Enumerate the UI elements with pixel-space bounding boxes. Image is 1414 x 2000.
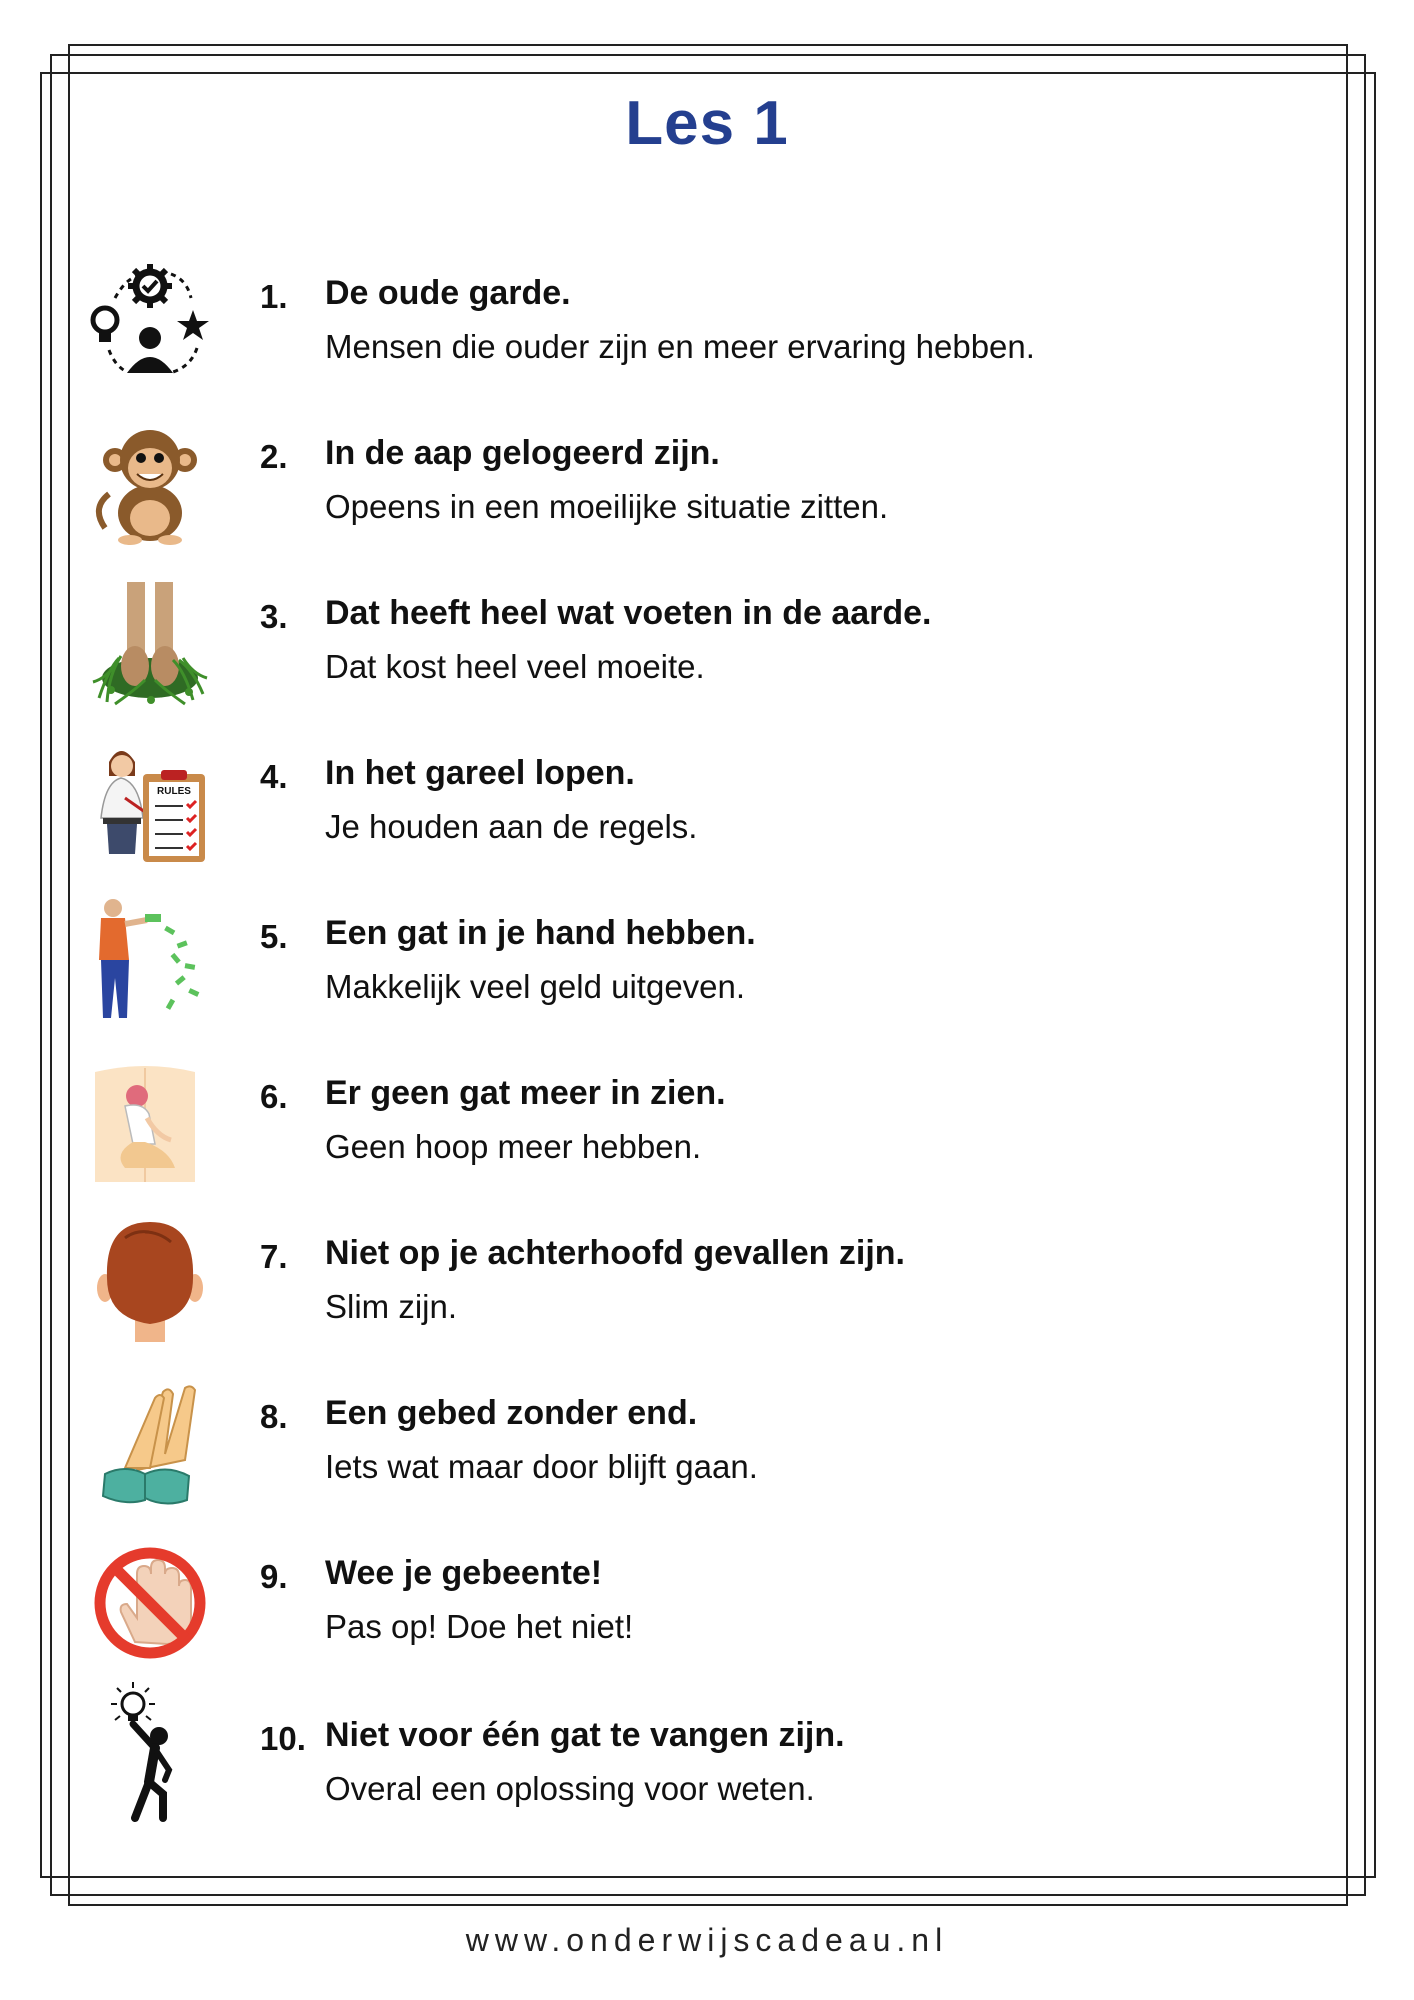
- list-item: [85, 418, 1285, 558]
- item-phrase: Een gat in je hand hebben.: [325, 914, 756, 952]
- back-of-head-icon: [85, 1218, 215, 1348]
- list-item: [85, 258, 1285, 398]
- item-meaning: Overal een oplossing voor weten.: [325, 1770, 815, 1807]
- monkey-icon: [85, 418, 215, 548]
- svg-text:RULES: RULES: [157, 786, 191, 797]
- item-number: 6.: [260, 1078, 288, 1115]
- footer-website: www.onderwijscadeau.nl: [465, 1922, 949, 1958]
- item-meaning: Makkelijk veel geld uitgeven.: [325, 968, 746, 1005]
- item-phrase: Er geen gat meer in zien.: [325, 1074, 726, 1112]
- item-phrase: Niet voor één gat te vangen zijn.: [325, 1716, 845, 1754]
- despair-icon: [85, 1058, 215, 1188]
- item-number: 2.: [260, 438, 288, 475]
- item-meaning: Opeens in een moeilijke situatie zitten.: [325, 488, 889, 525]
- item-meaning: Iets wat maar door blijft gaan.: [325, 1448, 758, 1485]
- item-phrase: De oude garde.: [325, 274, 571, 312]
- item-meaning: Slim zijn.: [325, 1288, 458, 1325]
- item-number: 8.: [260, 1398, 288, 1435]
- list-item: [85, 738, 1285, 878]
- item-meaning: Geen hoop meer hebben.: [325, 1128, 702, 1165]
- item-meaning: Pas op! Doe het niet!: [325, 1608, 634, 1645]
- list-item: [85, 578, 1285, 718]
- item-number: 10.: [260, 1720, 306, 1757]
- money-spending-icon: [85, 898, 215, 1028]
- item-number: 9.: [260, 1558, 288, 1595]
- feet-in-grass-icon: [85, 578, 215, 708]
- rules-clipboard-icon: [85, 738, 215, 868]
- page-title: Les 1: [625, 89, 789, 158]
- item-number: 5.: [260, 918, 288, 955]
- praying-hands-icon: [85, 1378, 215, 1508]
- item-phrase: Een gebed zonder end.: [325, 1394, 698, 1432]
- item-phrase: Wee je gebeente!: [325, 1554, 603, 1592]
- item-phrase: Dat heeft heel wat voeten in de aarde.: [325, 594, 932, 632]
- item-number: 7.: [260, 1238, 288, 1275]
- list-item: [85, 1378, 1285, 1518]
- stop-hand-icon: [85, 1538, 215, 1668]
- item-number: 4.: [260, 758, 288, 795]
- list-item: [85, 1700, 1285, 1840]
- item-phrase: In het gareel lopen.: [325, 754, 635, 792]
- item-phrase: In de aap gelogeerd zijn.: [325, 434, 720, 472]
- list-item: [85, 1058, 1285, 1198]
- item-meaning: Je houden aan de regels.: [325, 808, 698, 845]
- list-item: [85, 1218, 1285, 1358]
- item-number: 1.: [260, 278, 288, 315]
- experience-icon: [85, 258, 215, 388]
- item-meaning: Mensen die ouder zijn en meer ervaring hebben.: [325, 328, 1035, 365]
- idea-person-icon: [85, 1678, 215, 1828]
- list-item: [85, 1538, 1285, 1678]
- item-meaning: Dat kost heel veel moeite.: [325, 648, 705, 685]
- item-phrase: Niet op je achterhoofd gevallen zijn.: [325, 1234, 905, 1272]
- item-number: 3.: [260, 598, 288, 635]
- list-item: [85, 898, 1285, 1038]
